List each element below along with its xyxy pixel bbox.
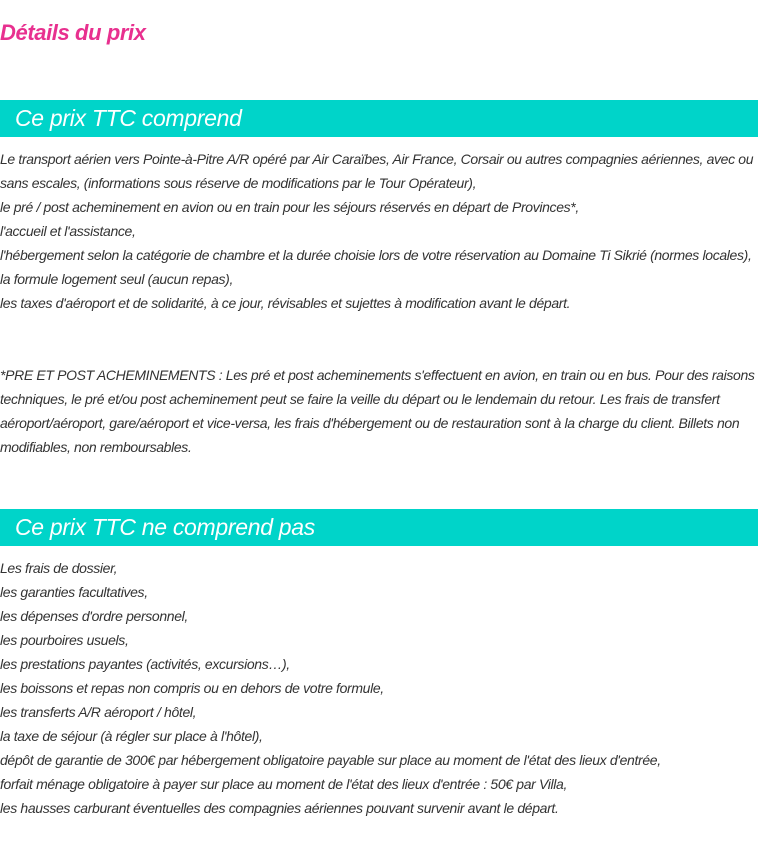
included-item: Le transport aérien vers Pointe-à-Pitre A/R opéré par Air Caraïbes, Air France, Corsair ou autres compagnies aériennes, avec ou sans escales, (informations sous réserve de modifications par le Tour Opérateur), [0, 151, 754, 191]
excluded-item: les prestations payantes (activités, excursions…), [0, 656, 290, 672]
included-section-header [0, 100, 758, 137]
excluded-item: les hausses carburant éventuelles des compagnies aériennes pouvant survenir avant le départ. [0, 800, 559, 816]
included-item: la formule logement seul (aucun repas), [0, 271, 234, 287]
excluded-section-header [0, 509, 758, 546]
included-item: le pré / post acheminement en avion ou en train pour les séjours réservés en départ de Provinces*, [0, 199, 579, 215]
page-title: Détails du prix [0, 20, 146, 45]
excluded-item: les transferts A/R aéroport / hôtel, [0, 704, 197, 720]
excluded-item: les garanties facultatives, [0, 584, 148, 600]
included-item: les taxes d'aéroport et de solidarité, à ce jour, révisables et sujettes à modification avant le départ. [0, 295, 571, 311]
included-item: l'accueil et l'assistance, [0, 223, 136, 239]
excluded-item: les pourboires usuels, [0, 632, 129, 648]
transfer-note [0, 363, 758, 459]
excluded-item: forfait ménage obligatoire à payer sur place au moment de l'état des lieux d'entrée : 50€ par Villa, [0, 776, 568, 792]
excluded-item: les boissons et repas non compris ou en dehors de votre formule, [0, 680, 384, 696]
excluded-heading: Ce prix TTC ne comprend pas [15, 514, 315, 540]
transfer-note-text: *PRE ET POST ACHEMINEMENTS : Les pré et post acheminements s'effectuent en avion, en train ou en bus. Pour des raisons techniques, le pré et/ou post acheminement peut se faire la veille du départ ou le lendemain du retour. Les frais de transfert aéroport/aéroport, gare/aéroport et vice-versa, les frais d'hébergement ou de restauration sont à la charge du client. Billets non modifiables, non remboursables. [0, 367, 755, 455]
excluded-item: dépôt de garantie de 300€ par hébergement obligatoire payable sur place au moment de l'état des lieux d'entrée, [0, 752, 661, 768]
excluded-item: la taxe de séjour (à régler sur place à l'hôtel), [0, 728, 263, 744]
included-item: l'hébergement selon la catégorie de chambre et la durée choisie lors de votre réservation au Domaine Ti Sikrié (normes locales), [0, 247, 752, 263]
excluded-item: les dépenses d'ordre personnel, [0, 608, 188, 624]
excluded-item: Les frais de dossier, [0, 560, 118, 576]
included-heading: Ce prix TTC comprend [15, 105, 242, 131]
included-list [0, 147, 758, 315]
excluded-list [0, 556, 758, 820]
